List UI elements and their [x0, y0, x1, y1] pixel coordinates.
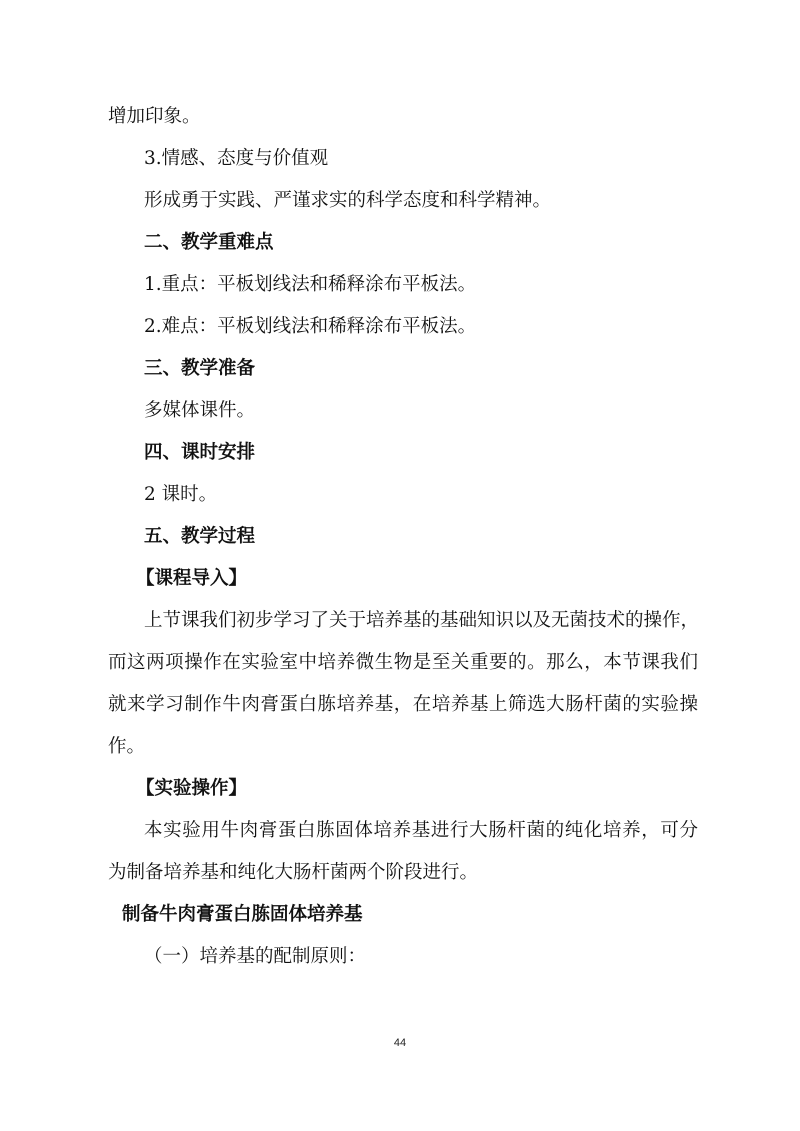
section-heading: 三、教学准备 — [144, 358, 256, 379]
paragraph-line: 而这两项操作在实验室中培养微生物是至关重要的。那么，本节课我们 — [108, 652, 698, 673]
section-heading: 二、教学重难点 — [144, 232, 274, 253]
section-heading: 五、教学过程 — [144, 526, 256, 547]
paragraph-line: 作。 — [108, 736, 146, 757]
page-number: 44 — [393, 1037, 407, 1049]
paragraph-line: 本实验用牛肉膏蛋白胨固体培养基进行大肠杆菌的纯化培养，可分 — [144, 820, 698, 841]
text-line: （一）培养基的配制原则： — [144, 946, 367, 967]
paragraph-line: 为制备培养基和纯化大肠杆菌两个阶段进行。 — [108, 862, 479, 883]
list-item: 2.难点：平板划线法和稀释涂布平板法。 — [144, 316, 477, 337]
paragraph-line: 就来学习制作牛肉膏蛋白胨培养基，在培养基上筛选大肠杆菌的实验操 — [108, 694, 698, 715]
section-heading: 四、课时安排 — [144, 442, 256, 463]
bracket-heading: 【课程导入】 — [136, 568, 248, 589]
bracket-heading: 【实验操作】 — [136, 778, 248, 799]
list-item: 1.重点：平板划线法和稀释涂布平板法。 — [144, 274, 477, 295]
text-line: 形成勇于实践、严谨求实的科学态度和科学精神。 — [144, 190, 552, 211]
section-subheading: 3.情感、态度与价值观 — [144, 148, 329, 169]
text-line: 2 课时。 — [144, 484, 218, 505]
text-line: 增加印象。 — [108, 106, 201, 127]
subsection-heading: 制备牛肉膏蛋白胨固体培养基 — [122, 904, 363, 925]
text-line: 多媒体课件。 — [144, 400, 256, 421]
paragraph-line: 上节课我们初步学习了关于培养基的基础知识以及无菌技术的操作， — [144, 610, 700, 631]
